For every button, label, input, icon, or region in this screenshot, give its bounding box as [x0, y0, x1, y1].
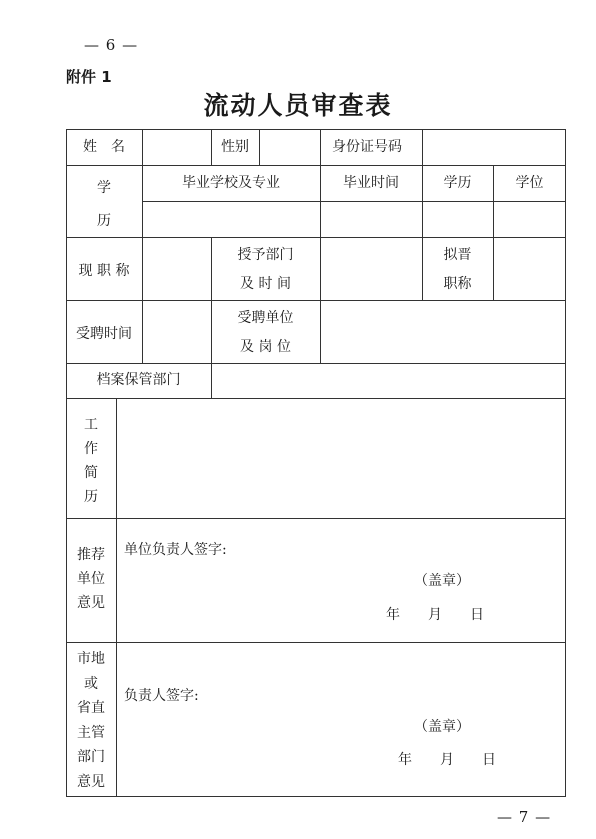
seal-label-2: （盖章）	[414, 719, 470, 735]
date-label-1: 年 月 日	[386, 607, 484, 623]
row-line	[66, 363, 566, 364]
work-history-label: 工 作 简 历	[84, 417, 98, 505]
grant-dept-label-1: 授予部门	[237, 247, 294, 263]
archive-dept-label: 档案保管部门	[96, 372, 181, 388]
col-line	[142, 129, 143, 165]
row-line	[66, 518, 566, 519]
row-line	[66, 398, 566, 399]
border-bottom	[66, 796, 566, 797]
col-line	[142, 300, 143, 363]
col-line	[142, 237, 143, 300]
attachment-label: 附件 1	[66, 68, 112, 86]
col-line	[211, 129, 212, 165]
col-line	[259, 129, 260, 165]
current-title-label: 现 职 称	[78, 263, 130, 279]
col-line	[320, 129, 321, 165]
proposed-title-label-2: 职称	[443, 276, 472, 292]
school-major-label: 毕业学校及专业	[182, 175, 280, 191]
row-line	[142, 201, 566, 202]
hire-time-label: 受聘时间	[76, 326, 132, 342]
gender-label: 性别	[221, 139, 249, 155]
row-line	[66, 165, 566, 166]
proposed-title-label-1: 拟晋	[443, 247, 472, 263]
seal-label-1: （盖章）	[414, 573, 470, 589]
row-line	[66, 642, 566, 643]
hire-unit-label-1: 受聘单位	[237, 310, 294, 326]
education-label-1: 学	[97, 180, 111, 196]
grant-dept-label-2: 及 时 间	[240, 276, 291, 292]
unit-sign-label: 单位负责人签字:	[124, 542, 227, 558]
col-line	[116, 398, 117, 797]
page-number-top: — 6 —	[84, 36, 139, 54]
date-label-2: 年 月 日	[398, 752, 496, 768]
degree-label: 学位	[515, 175, 544, 191]
row-line	[66, 300, 566, 301]
col-line	[320, 237, 321, 300]
city-dept-label: 市地 或 省直 主管 部门 意见	[77, 651, 105, 790]
edu-level-label: 学历	[443, 175, 472, 191]
border-right	[565, 129, 566, 797]
education-label-2: 历	[97, 213, 111, 229]
col-line	[493, 237, 494, 300]
col-line	[422, 129, 423, 165]
name-label: 姓 名	[83, 139, 125, 155]
form-title: 流动人员审查表	[203, 91, 393, 120]
recommend-label: 推荐 单位 意见	[77, 547, 105, 611]
col-line	[211, 363, 212, 398]
col-line	[320, 300, 321, 363]
hire-unit-label-2: 及 岗 位	[240, 339, 291, 355]
border-top	[66, 129, 566, 130]
page-number-bottom: — 7 —	[497, 808, 552, 826]
person-sign-label: 负责人签字:	[124, 688, 199, 704]
review-form-table	[66, 129, 566, 797]
row-line	[66, 237, 566, 238]
id-number-label: 身份证号码	[332, 139, 402, 155]
grad-time-label: 毕业时间	[343, 175, 399, 191]
